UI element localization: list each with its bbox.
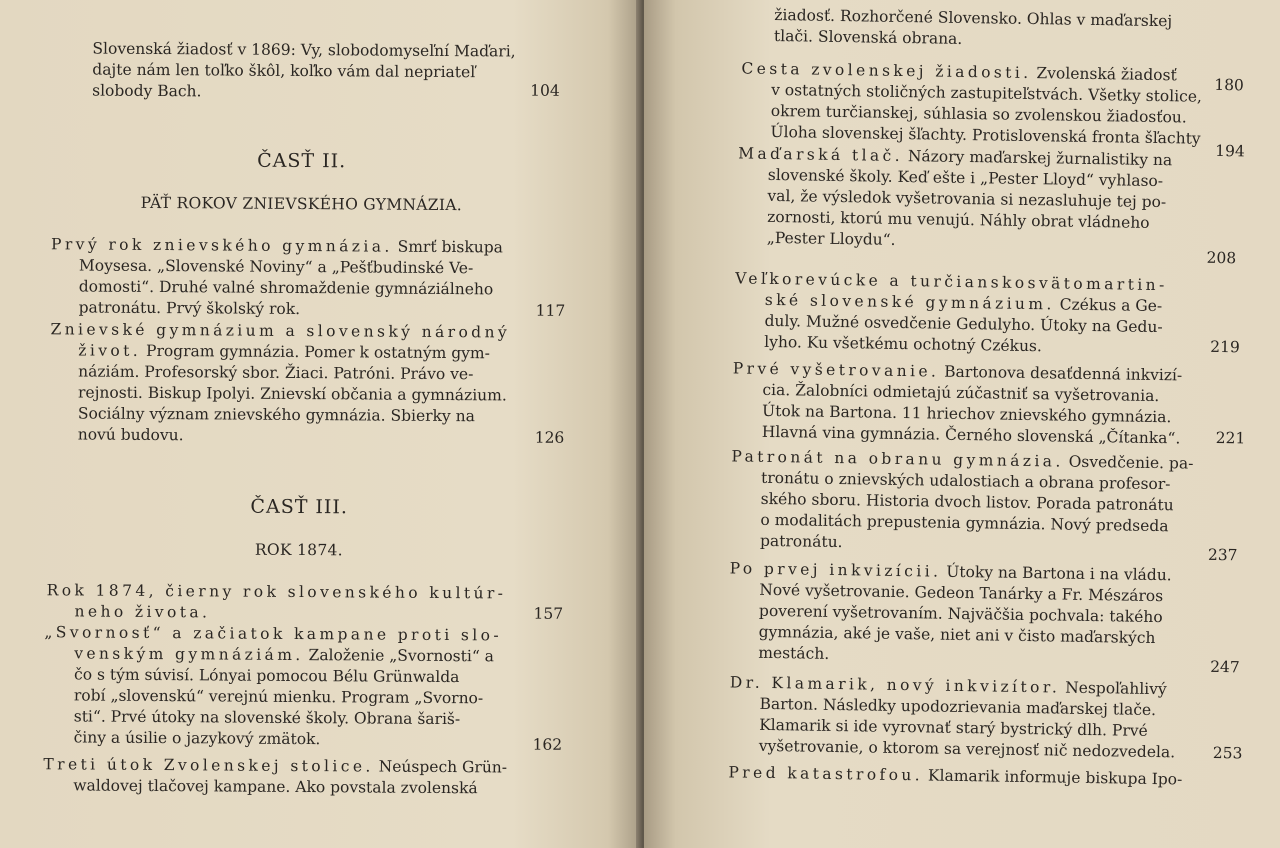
toc-line: Moysesa. „Slovenské Noviny“ a „Pešťbudinské Ve- <box>78 256 474 278</box>
toc-line: slobody Bach. <box>92 81 202 101</box>
toc-line: sti“. Prvé útoky na slovenské školy. Obrana šariš- <box>73 707 461 729</box>
toc-entry-madarska <box>737 143 1173 255</box>
toc-entry-title: „Svornosť“ a začiatok kampane proti slo- <box>44 623 503 645</box>
page-number: 117 <box>535 301 566 320</box>
toc-entry-title: Rok 1874, čierny rok slovenského kultúr- <box>46 581 507 603</box>
toc-line: dajte nám len toľko škôl, koľko vám dal nepriateľ <box>92 60 476 82</box>
toc-entry-treti <box>43 754 507 799</box>
toc-entry-prvy-rok <box>51 234 503 321</box>
toc-line-text: Názory maďarskej žurnalistiky na <box>902 147 1173 170</box>
toc-line: duly. Mužné osvedčenie Gedulyho. Útoky na Gedu- <box>764 311 1163 337</box>
toc-entry-prve-vysetrovanie <box>732 358 1183 449</box>
toc-line: rejnosti. Biskup Ipolyi. Znievskí občania a gymnázium. <box>77 383 507 405</box>
toc-line <box>728 762 1182 790</box>
toc-line: robí „slovenskú“ verejnú mienku. Program „Svorno- <box>73 686 484 708</box>
toc-line-text: Smrť biskupa <box>392 237 503 257</box>
toc-line: cia. Žalobníci odmietajú zúčastniť sa vyšetrovania. <box>762 380 1160 406</box>
toc-entry-title: Znievské gymnázium a slovenský národný <box>50 320 511 342</box>
toc-line: patronátu. <box>759 531 843 552</box>
toc-entry-velkorevucke <box>734 268 1168 359</box>
right-page-content <box>644 0 1280 848</box>
page-number: 219 <box>1210 337 1240 357</box>
page-number: 162 <box>532 735 563 754</box>
toc-entry-rok-1874 <box>46 580 506 625</box>
page-number: 157 <box>533 604 564 623</box>
part-2-subtitle: PÄŤ ROKOV ZNIEVSKÉHO GYMNÁZIA. <box>140 193 463 215</box>
toc-line-text: Útoky na Bartona i na vládu. <box>941 562 1172 585</box>
toc-line: Klamarik si ide vyrovnať starý bystrický dlh. Prvé <box>759 715 1148 740</box>
toc-entry-title: Maďarská tlač. <box>738 144 904 166</box>
toc-line-text: Osvedčenie. pa- <box>1063 452 1194 473</box>
toc-line: „Pester Lloydu“. <box>766 228 896 249</box>
toc-entry-intro <box>92 39 516 105</box>
toc-entry-title: Patronát na obranu gymnázia. <box>731 447 1064 471</box>
toc-line: Barton. Následky upodozrievania maďarskej tlače. <box>759 694 1157 720</box>
toc-entry-pred-katastrofou <box>728 762 1182 790</box>
page-number: 221 <box>1215 428 1246 448</box>
page-number: 104 <box>530 81 560 100</box>
toc-entry-title: ské slovenské gymnázium. <box>764 290 1055 314</box>
toc-line: mestách. <box>758 643 830 663</box>
toc-line: čo s tým súvisí. Lónyai pomocou Bélu Grünwalda <box>74 665 460 687</box>
toc-line-text: Neúspech Grün- <box>373 757 508 777</box>
toc-line: tronátu o znievských udalostiach a obrana profesor- <box>760 468 1171 494</box>
page-number: 126 <box>534 428 565 447</box>
toc-line: domosti“. Druhé valné shromaždenie gymnáziálneho <box>78 277 494 299</box>
toc-entry-title: Prvé vyšetrovanie. <box>732 359 940 381</box>
toc-line: žiadosť. Rozhorčené Slovensko. Ohlas v maďarskej <box>774 5 1173 31</box>
toc-line: Slovenská žiadosť v 1869: Vy, slobodomyseľní Maďari, <box>92 39 516 61</box>
toc-line: v ostatných stoličných zastupiteľstvách. Všetky stolice, <box>771 80 1203 106</box>
toc-line: Sociálny význam znievského gymnázia. Sbierky na <box>77 404 475 426</box>
toc-entry-title: Prvý rok znievského gymnázia. <box>51 235 393 256</box>
toc-entry-title: život. <box>78 341 142 360</box>
toc-line: Úloha slovenskej šľachty. Protislovenská fronta šľachty <box>770 122 1201 148</box>
toc-entry-title: Cesta zvolenskej žiadosti. <box>741 59 1032 83</box>
page-number: 247 <box>1210 657 1240 677</box>
toc-entry-cesta <box>740 58 1202 149</box>
toc-entry-title: Pred katastrofou. <box>728 763 924 785</box>
toc-entry-title: neho života. <box>74 602 211 622</box>
toc-entry-klamarik <box>729 672 1177 763</box>
toc-line: poverení vyšetrovaním. Najväčšia pochvala: takého <box>758 601 1163 627</box>
toc-entry-patronat <box>730 446 1194 558</box>
toc-line-text: Bartonova desaťdenná inkvizí- <box>939 362 1183 385</box>
toc-line: zornosti, ktorú mu venujú. Náhly obrat vládneho <box>767 207 1150 232</box>
toc-line: novú budovu. <box>77 425 184 445</box>
toc-line: patronátu. Prvý školský rok. <box>78 298 301 318</box>
part-3-title: ČASŤ III. <box>250 495 349 519</box>
right-page <box>644 0 1280 848</box>
toc-line-text: Program gymnázia. Pomer k ostatným gym- <box>141 341 490 363</box>
toc-line: tlači. Slovenská obrana. <box>773 26 963 48</box>
toc-line: ského sboru. Historia dvoch listov. Porada patronátu <box>760 489 1174 515</box>
toc-line-text: Zvolenská žiadosť <box>1031 64 1177 85</box>
toc-line: lyho. Ku všetkému ochotný Czékus. <box>764 332 1043 356</box>
part-3-subtitle: ROK 1874. <box>254 540 343 560</box>
toc-line: slovenské školy. Keď ešte i „Pester Lloyd“ vyhlaso- <box>767 165 1164 191</box>
toc-line-text: Založenie „Svornosti“ a <box>303 646 495 666</box>
toc-entry-znievske <box>50 319 510 448</box>
page-number: 208 <box>1206 248 1237 268</box>
toc-line: okrem turčianskej, súhlasia so zvolenskou žiadosťou. <box>770 101 1187 127</box>
toc-entry-top <box>774 5 1172 53</box>
toc-entry-title: Veľkorevúcke a turčianskosvätomartin- <box>735 269 1168 295</box>
toc-line-text: Czékus a Ge- <box>1054 295 1163 316</box>
toc-entry-title: Po prvej inkvizícii. <box>729 559 942 581</box>
toc-line: gymnázia, aké je vaše, niet ani v čisto maďarských <box>758 622 1156 648</box>
toc-line-text: Nespoľahlivý <box>1060 678 1167 699</box>
toc-line: Nové vyšetrovanie. Gedeon Tanárky a Fr. Mészáros <box>759 580 1164 606</box>
toc-line: činy a úsilie o jazykový zmätok. <box>73 728 321 749</box>
toc-line-text: Klamarik informuje biskupa Ipo- <box>922 766 1183 789</box>
page-number: 194 <box>1215 141 1245 161</box>
toc-entry-po-prvej <box>728 558 1172 670</box>
toc-line: Hlavná vina gymnázia. Černého slovenská „Čítanka“. <box>761 422 1181 448</box>
toc-line: o modalitách prepustenia gymnázia. Nový predseda <box>760 510 1169 536</box>
page-number: 180 <box>1214 75 1245 95</box>
toc-entry-title: Dr. Klamarik, nový inkvizítor. <box>729 673 1061 697</box>
toc-line: val, že výsledok vyšetrovania si nezasluhuje tej po- <box>767 186 1167 212</box>
toc-line: náziám. Profesorský sbor. Žiaci. Patróni. Právo ve- <box>78 362 474 384</box>
toc-entry-title: Treti útok Zvolenskej stolice. <box>43 755 374 776</box>
page-number: 237 <box>1207 545 1238 565</box>
page-number: 253 <box>1212 743 1243 763</box>
toc-entry-title: venským gymnáziám. <box>74 644 304 665</box>
part-2-title: ČASŤ II. <box>257 149 347 173</box>
toc-line: waldovej tlačovej kampane. Ako povstala zvolenská <box>73 776 478 798</box>
toc-entry-svornost <box>44 622 503 751</box>
toc-line: vyšetrovanie, o ktorom sa verejnosť nič nedozvedela. <box>758 736 1176 762</box>
toc-line: Útok na Bartona. 11 hriechov znievského gymnázia. <box>761 401 1172 427</box>
